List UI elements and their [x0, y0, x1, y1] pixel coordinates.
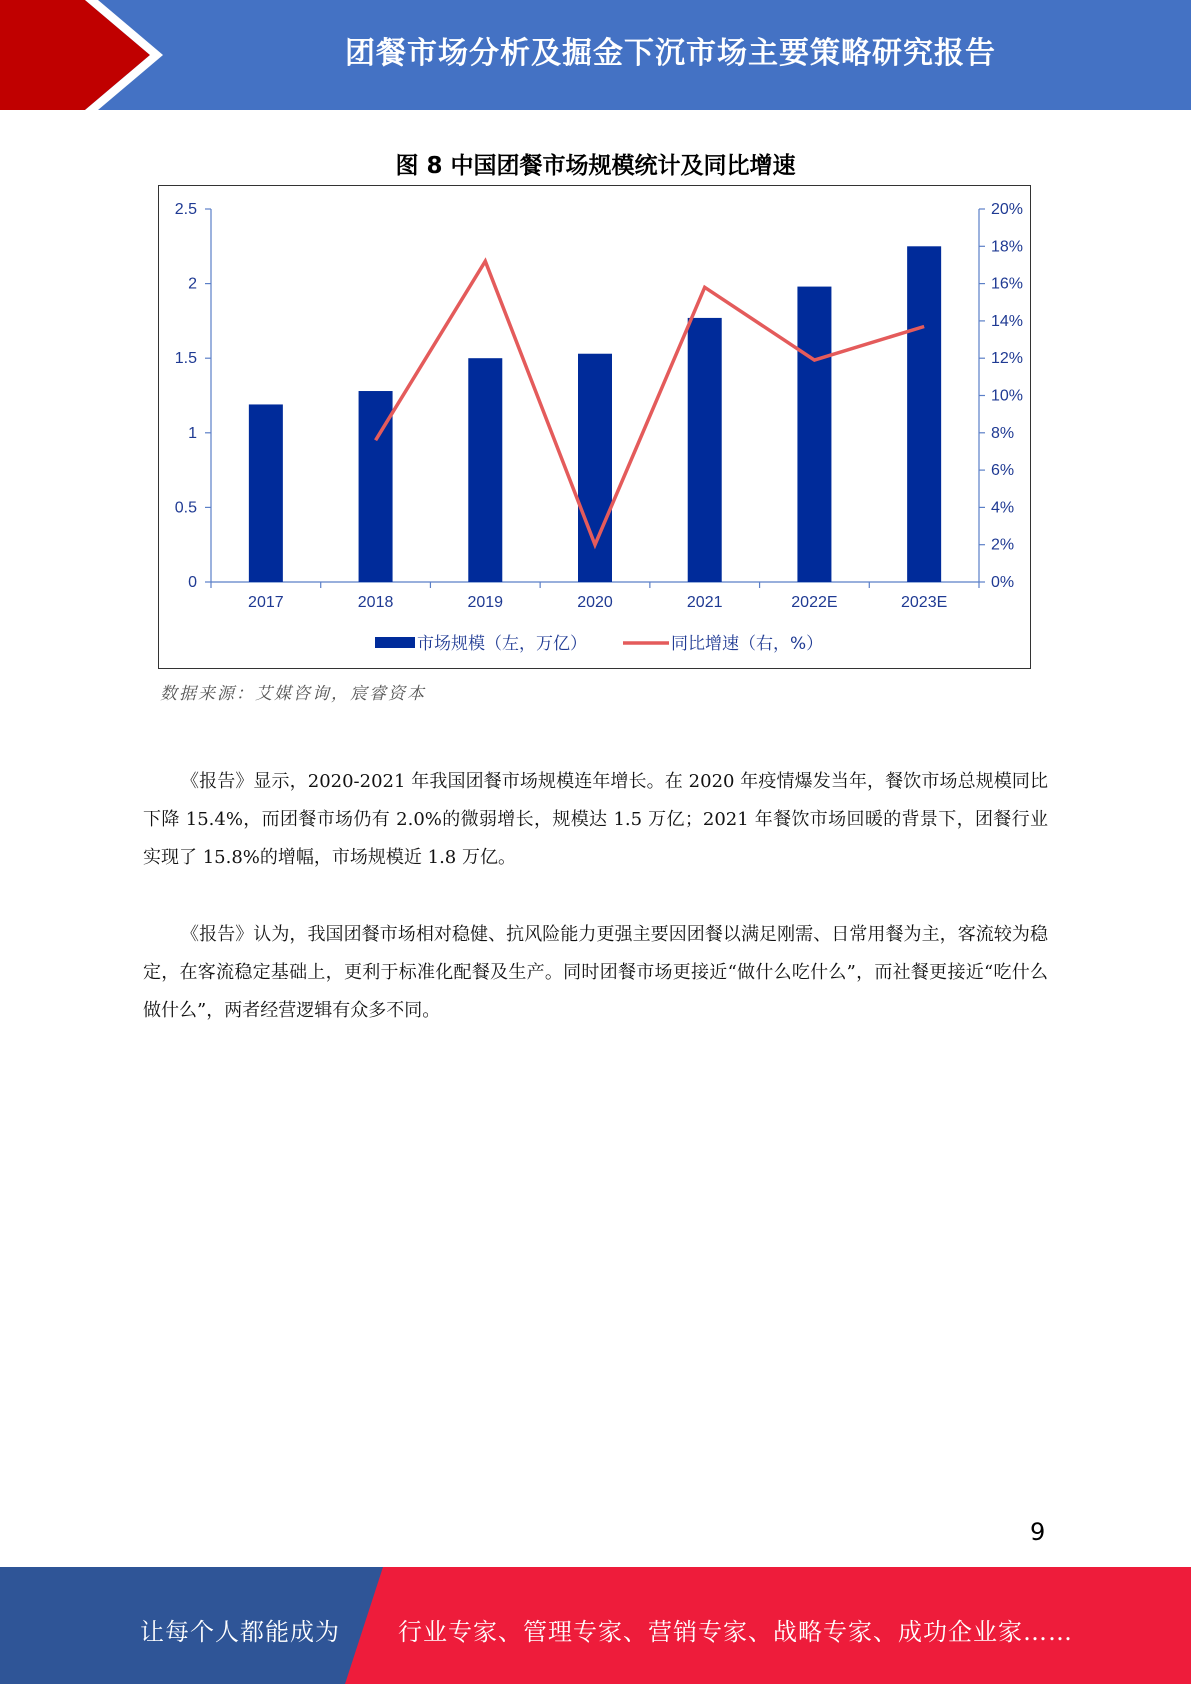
figure-title: 图 8 中国团餐市场规模统计及同比增速	[0, 147, 1191, 180]
right-tick-label: 20%	[991, 201, 1023, 218]
right-tick-label: 0%	[991, 574, 1014, 591]
right-tick-label: 2%	[991, 537, 1014, 554]
x-tick-label: 2020	[577, 594, 613, 611]
left-tick-label: 2	[188, 276, 197, 293]
right-tick-label: 14%	[991, 313, 1023, 330]
legend-bar-swatch	[375, 637, 415, 648]
left-tick-label: 0	[188, 574, 197, 591]
page-number: 9	[1030, 1518, 1045, 1546]
bar-2019	[468, 358, 502, 582]
x-tick-label: 2021	[687, 594, 723, 611]
paragraph-1: 《报告》显示，2020-2021 年我国团餐市场规模连年增长。在 2020 年疫情爆发当年，餐饮市场总规模同比下降 15.4%，而团餐市场仍有 2.0%的微弱增长，规模达 1.5 万亿；2021 年餐饮市场回暖的背景下，团餐行业实现了 15.8%的增幅，市场规模近 1.8 万亿。	[143, 763, 1048, 877]
x-tick-label: 2018	[358, 594, 394, 611]
report-title: 团餐市场分析及掘金下沉市场主要策略研究报告	[150, 0, 1191, 100]
right-tick-label: 16%	[991, 276, 1023, 293]
footer-slogan-left: 让每个人都能成为	[140, 1612, 340, 1647]
left-tick-label: 1	[188, 425, 197, 442]
bar-2017	[249, 404, 283, 582]
market-size-chart	[159, 186, 1032, 670]
footer-slogan-right: 行业专家、管理专家、营销专家、战略专家、成功企业家……	[398, 1612, 1073, 1647]
right-tick-label: 8%	[991, 425, 1014, 442]
figure-source: 数据来源：艾媒咨询，宸睿资本	[160, 679, 426, 704]
legend-bar-label: 市场规模（左，万亿）	[417, 634, 587, 654]
right-tick-label: 6%	[991, 462, 1014, 479]
paragraph-2: 《报告》认为，我国团餐市场相对稳健、抗风险能力更强主要因团餐以满足刚需、日常用餐为主，客流较为稳定，在客流稳定基础上，更利于标准化配餐及生产。同时团餐市场更接近“做什么吃什么”，而社餐更接近“吃什么做什么”，两者经营逻辑有众多不同。	[143, 916, 1048, 1030]
x-tick-label: 2017	[248, 594, 284, 611]
x-tick-label: 2022E	[791, 594, 837, 611]
bar-2022E	[797, 287, 831, 582]
right-tick-label: 12%	[991, 350, 1023, 367]
bar-2021	[688, 318, 722, 582]
page-header	[0, 0, 1191, 110]
x-tick-label: 2019	[467, 594, 503, 611]
chart-frame	[158, 185, 1031, 669]
right-tick-label: 18%	[991, 238, 1023, 255]
left-tick-label: 0.5	[175, 499, 197, 516]
left-tick-label: 2.5	[175, 201, 197, 218]
x-tick-label: 2023E	[901, 594, 947, 611]
bar-2023E	[907, 246, 941, 582]
left-tick-label: 1.5	[175, 350, 197, 367]
right-tick-label: 10%	[991, 388, 1023, 405]
right-tick-label: 4%	[991, 499, 1014, 516]
legend-line-label: 同比增速（右，%）	[671, 634, 823, 654]
growth-line	[376, 261, 925, 544]
